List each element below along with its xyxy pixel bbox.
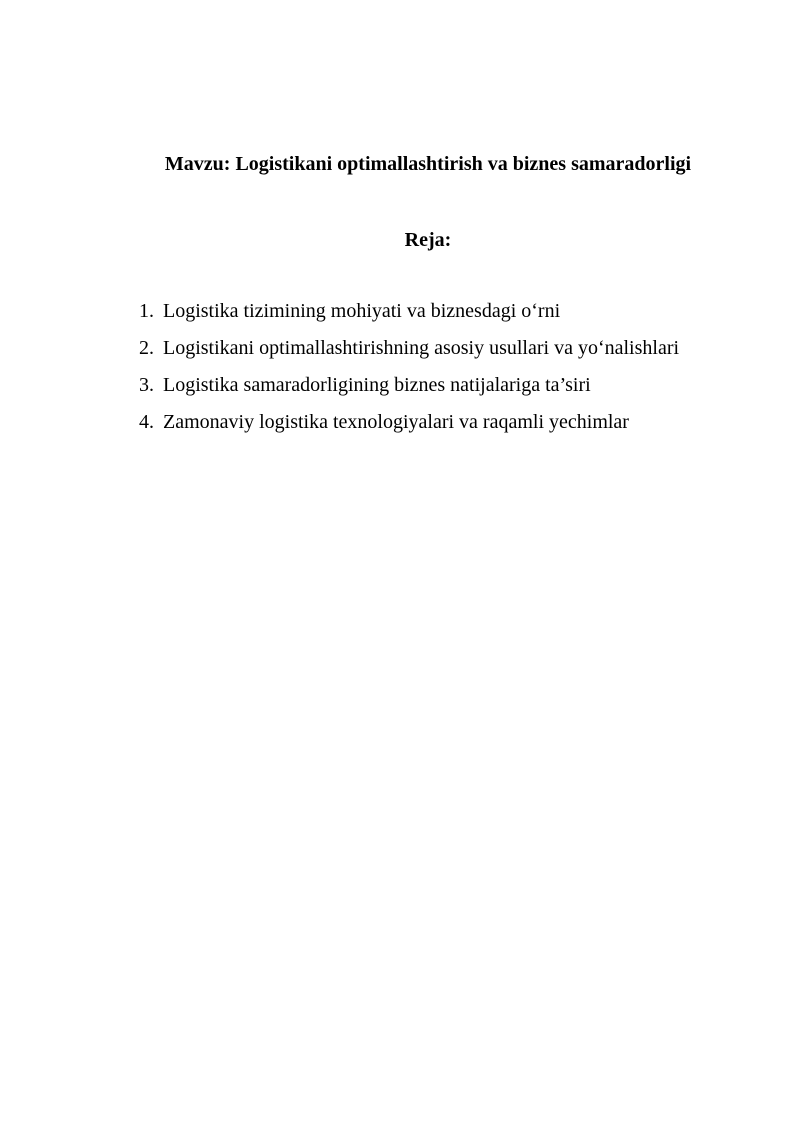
plan-item xyxy=(139,335,679,372)
plan-item-text: Logistika tizimining mohiyati va biznesdagi o‘rni xyxy=(163,300,561,322)
plan-item xyxy=(139,298,679,335)
plan-item-number: 3. xyxy=(139,374,154,396)
topic-title: Mavzu: Logistikani optimallashtirish va biznes samaradorligi xyxy=(164,153,692,175)
plan-item-number: 2. xyxy=(139,337,154,359)
plan-item xyxy=(139,372,679,409)
plan-item-number: 4. xyxy=(139,411,154,433)
plan-item-text: Zamonaviy logistika texnologiyalari va raqamli yechimlar xyxy=(163,411,629,433)
plan-item xyxy=(139,409,679,446)
plan-heading: Reja: xyxy=(404,229,452,251)
plan-item-text: Logistika samaradorligining biznes natijalariga ta’siri xyxy=(163,374,591,396)
plan-list xyxy=(139,298,679,446)
plan-item-number: 1. xyxy=(139,300,154,322)
plan-item-text: Logistikani optimallashtirishning asosiy usullari va yo‘nalishlari xyxy=(163,337,680,359)
